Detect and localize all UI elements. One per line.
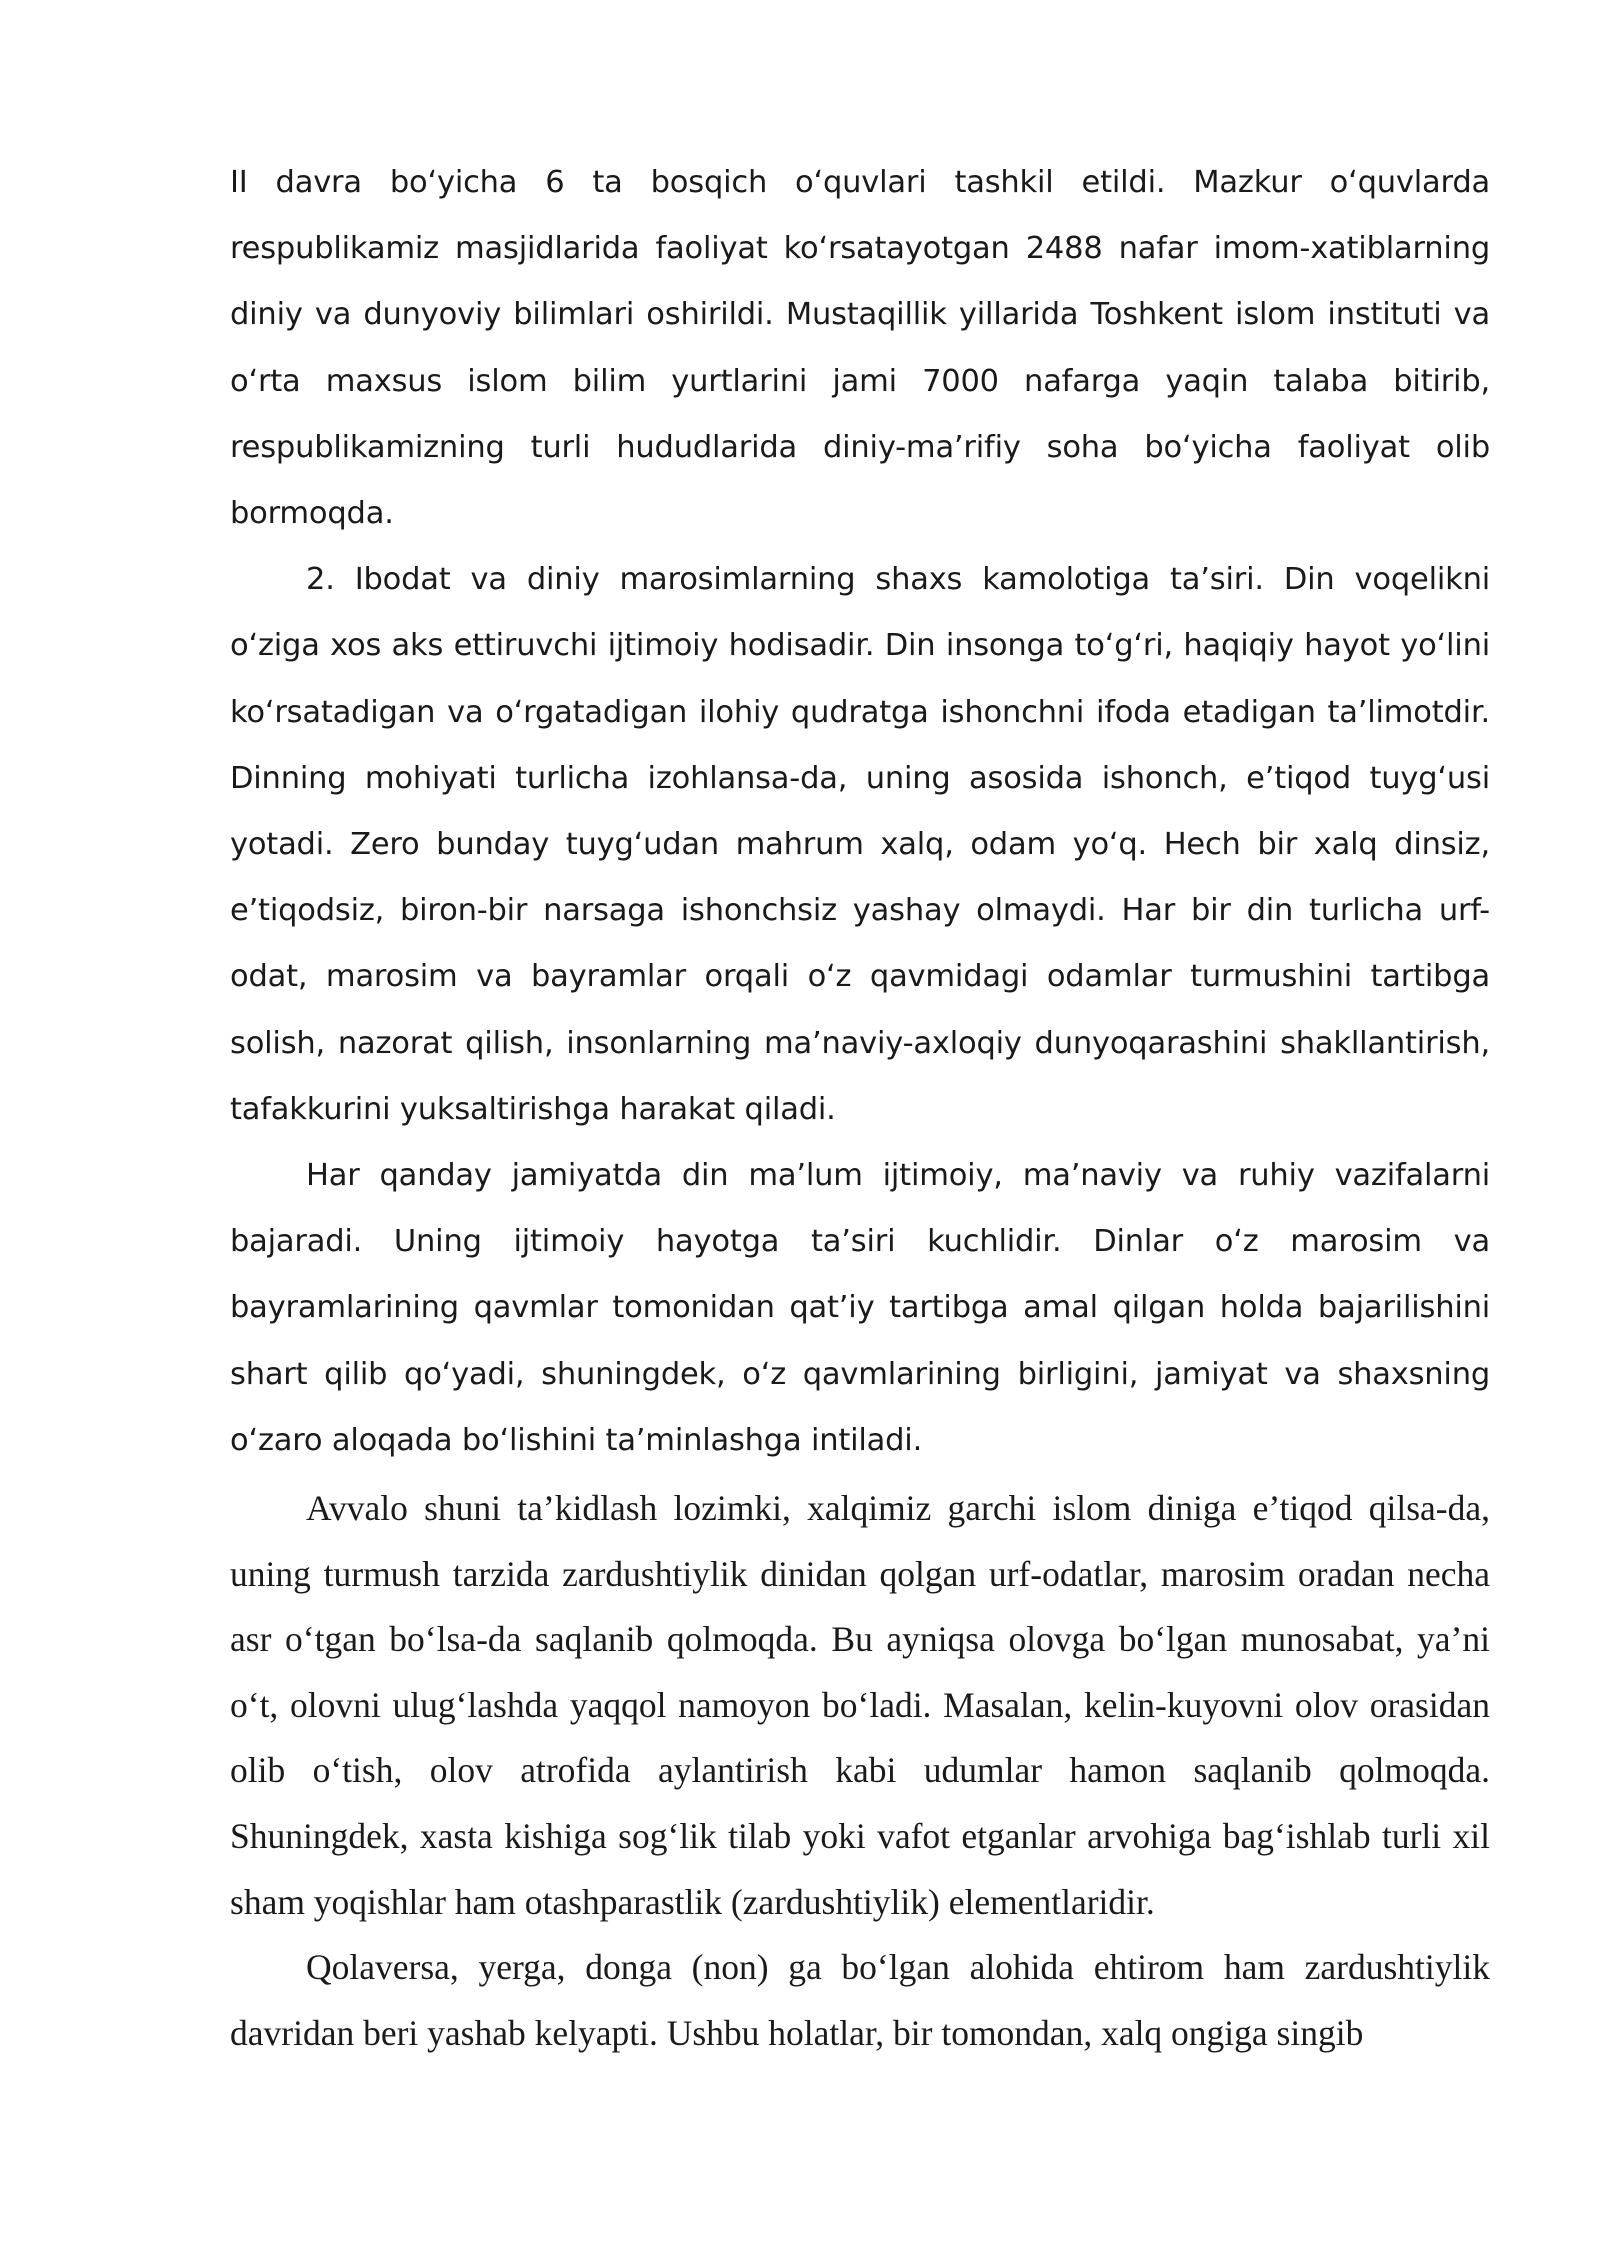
document-body: [230, 150, 1490, 2066]
paragraph-3: Har qanday jamiyatda din ma’lum ijtimoiy, ma’naviy va ruhiy vazifalarni bajaradi. Uning ijtimoiy hayotga ta’siri kuchlidir. Dinlar o‘z marosim va bayramlarining qavmlar tomonidan qat’iy tartibga amal qilgan holda bajarilishini shart qilib qo‘yadi, shuningdek, o‘z qavmlarining birligini, jamiyat va shaxsning o‘zaro aloqada bo‘lishini ta’minlashga intiladi.: [230, 1158, 1490, 1458]
paragraph-5: Qolaversa, yerga, donga (non) ga bo‘lgan alohida ehtirom ham zardushtiylik davridan beri yashab kelyapti. Ushbu holatlar, bir tomondan, xalq ongiga singib: [230, 1947, 1490, 2053]
paragraph-1: II davra bo‘yicha 6 ta bosqich o‘quvlari tashkil etildi. Mazkur o‘quvlarda respublikamiz masjidlarida faoliyat ko‘rsatayotgan 2488 nafar imom-xatiblarning diniy va dunyoviy bilimlari oshirildi. Mustaqillik yillarida Toshkent islom instituti va o‘rta maxsus islom bilim yurtlarini jami 7000 nafarga yaqin talaba bitirib, respublikamizning turli hududlarida diniy-ma’rifiy soha bo‘yicha faoliyat olib bormoqda.: [230, 165, 1490, 532]
paragraph-4: Avvalo shuni ta’kidlash lozimki, xalqimiz garchi islom diniga e’tiqod qilsa-da, uning turmush tarzida zardushtiylik dinidan qolgan urf-odatlar, marosim oradan necha asr o‘tgan bo‘lsa-da saqlanib qolmoqda. Bu ayniqsa olovga bo‘lgan munosabat, ya’ni o‘t, olovni ulug‘lashda yaqqol namoyon bo‘ladi. Masalan, kelin-kuyovni olov orasidan olib o‘tish, olov atrofida aylantirish kabi udumlar hamon saqlanib qolmoqda. Shuningdek, xasta kishiga sog‘lik tilab yoki vafot etganlar arvohiga bag‘ishlab turli xil sham yoqishlar ham otashparastlik (zardushtiylik) elementlaridir.: [230, 1488, 1490, 1922]
paragraph-2: 2. Ibodat va diniy marosimlarning shaxs kamolotiga ta’siri. Din voqelikni o‘ziga xos aks ettiruvchi ijtimoiy hodisadir. Din insonga to‘g‘ri, haqiqiy hayot yo‘lini ko‘rsatadigan va o‘rgatadigan ilohiy qudratga ishonchni ifoda etadigan ta’limotdir. Dinning mohiyati turlicha izohlansa-da, uning asosida ishonch, e’tiqod tuyg‘usi yotadi. Zero bunday tuyg‘udan mahrum xalq, odam yo‘q. Hech bir xalq dinsiz, e’tiqodsiz, biron-bir narsaga ishonchsiz yashay olmaydi. Har bir din turlicha urf-odat, marosim va bayramlar orqali o‘z qavmidagi odamlar turmushini tartibga solish, nazorat qilish, insonlarning ma’naviy-axloqiy dunyoqarashini shakllantirish, tafakkurini yuksaltirishga harakat qiladi.: [230, 562, 1490, 1127]
